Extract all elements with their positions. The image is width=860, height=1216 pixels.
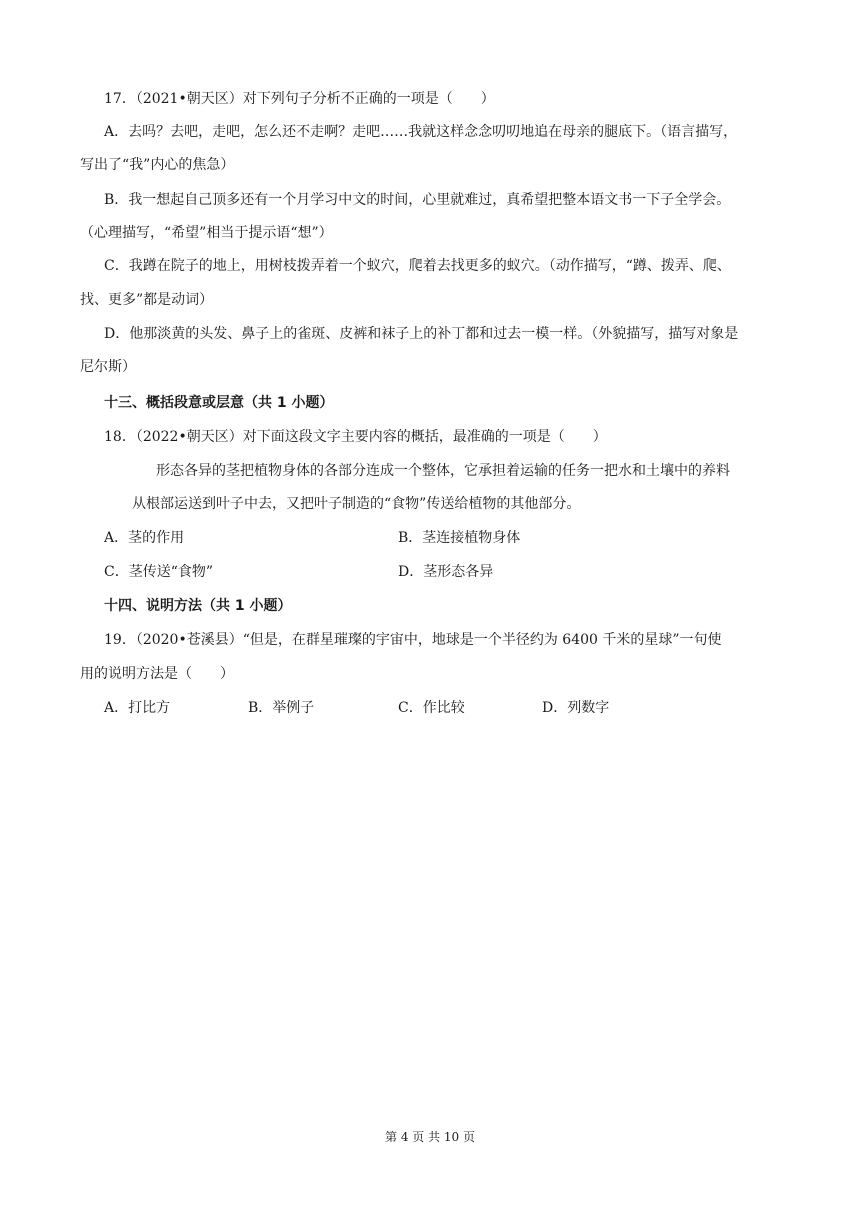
q17-option-b-line1: B．我一想起自己顶多还有一个月学习中文的时间，心里就难过，真希望把整本语文书一下子全学会。 — [104, 192, 731, 208]
q19-option-d: D．列数字 — [542, 700, 610, 716]
q18-option-a: A．茎的作用 — [104, 530, 185, 546]
q19-stem-line1: 19．（2020•苍溪县）“但是，在群星璀璨的宇宙中，地球是一个半径约为 6400 千米的星球”一句使 — [104, 632, 722, 648]
q18-option-c: C．茎传送“食物” — [104, 564, 214, 580]
q17-option-d-line2: 尼尔斯） — [80, 359, 136, 375]
q19-options-row — [0, 698, 860, 718]
q17-option-d-line1: D．他那淡黄的头发、鼻子上的雀斑、皮裤和袜子上的补丁都和过去一模一样。（外貌描写，描写对象是 — [104, 326, 739, 342]
q18-passage-line1: 形态各异的茎把植物身体的各部分连成一个整体，它承担着运输的任务一把水和土壤中的养料 — [156, 463, 730, 479]
q18-option-d: D．茎形态各异 — [398, 564, 494, 580]
q17-option-b-line2: （心理描写，“希望”相当于提示语“想”） — [80, 225, 333, 241]
q17-option-c-line1: C．我蹲在院子的地上，用树枝拨弄着一个蚁穴，爬着去找更多的蚁穴。（动作描写，“蹲、拨弄、爬、 — [104, 258, 731, 274]
q18-options-row2 — [0, 562, 860, 582]
q18-stem: 18．（2022•朝天区）对下面这段文字主要内容的概括，最准确的一项是（ ） — [104, 429, 607, 445]
q19-option-b: B．举例子 — [248, 700, 315, 716]
page-footer: 第 4 页 共 10 页 — [385, 1130, 475, 1144]
section-14-heading: 十四、说明方法（共 1 小题） — [104, 598, 292, 614]
q19-option-a: A．打比方 — [104, 700, 171, 716]
q18-passage-line2: 从根部运送到叶子中去，又把叶子制造的“食物”传送给植物的其他部分。 — [132, 496, 581, 512]
q18-options-row1 — [0, 528, 860, 548]
q17-option-c-line2: 找、更多”都是动词） — [80, 292, 214, 308]
q19-option-c: C．作比较 — [398, 700, 465, 716]
q17-option-a-line1: A．去吗？去吧，走吧，怎么还不走啊？走吧……我就这样念念叨叨地追在母亲的腿底下。（语言描写， — [104, 124, 738, 140]
q18-option-b: B．茎连接植物身体 — [398, 530, 521, 546]
q17-stem: 17．（2021•朝天区）对下列句子分析不正确的一项是（ ） — [104, 91, 495, 107]
q17-option-a-line2: 写出了“我”内心的焦急） — [80, 157, 235, 173]
q19-stem-line2: 用的说明方法是（ ） — [80, 666, 234, 682]
section-13-heading: 十三、概括段意或层意（共 1 小题） — [104, 395, 334, 411]
